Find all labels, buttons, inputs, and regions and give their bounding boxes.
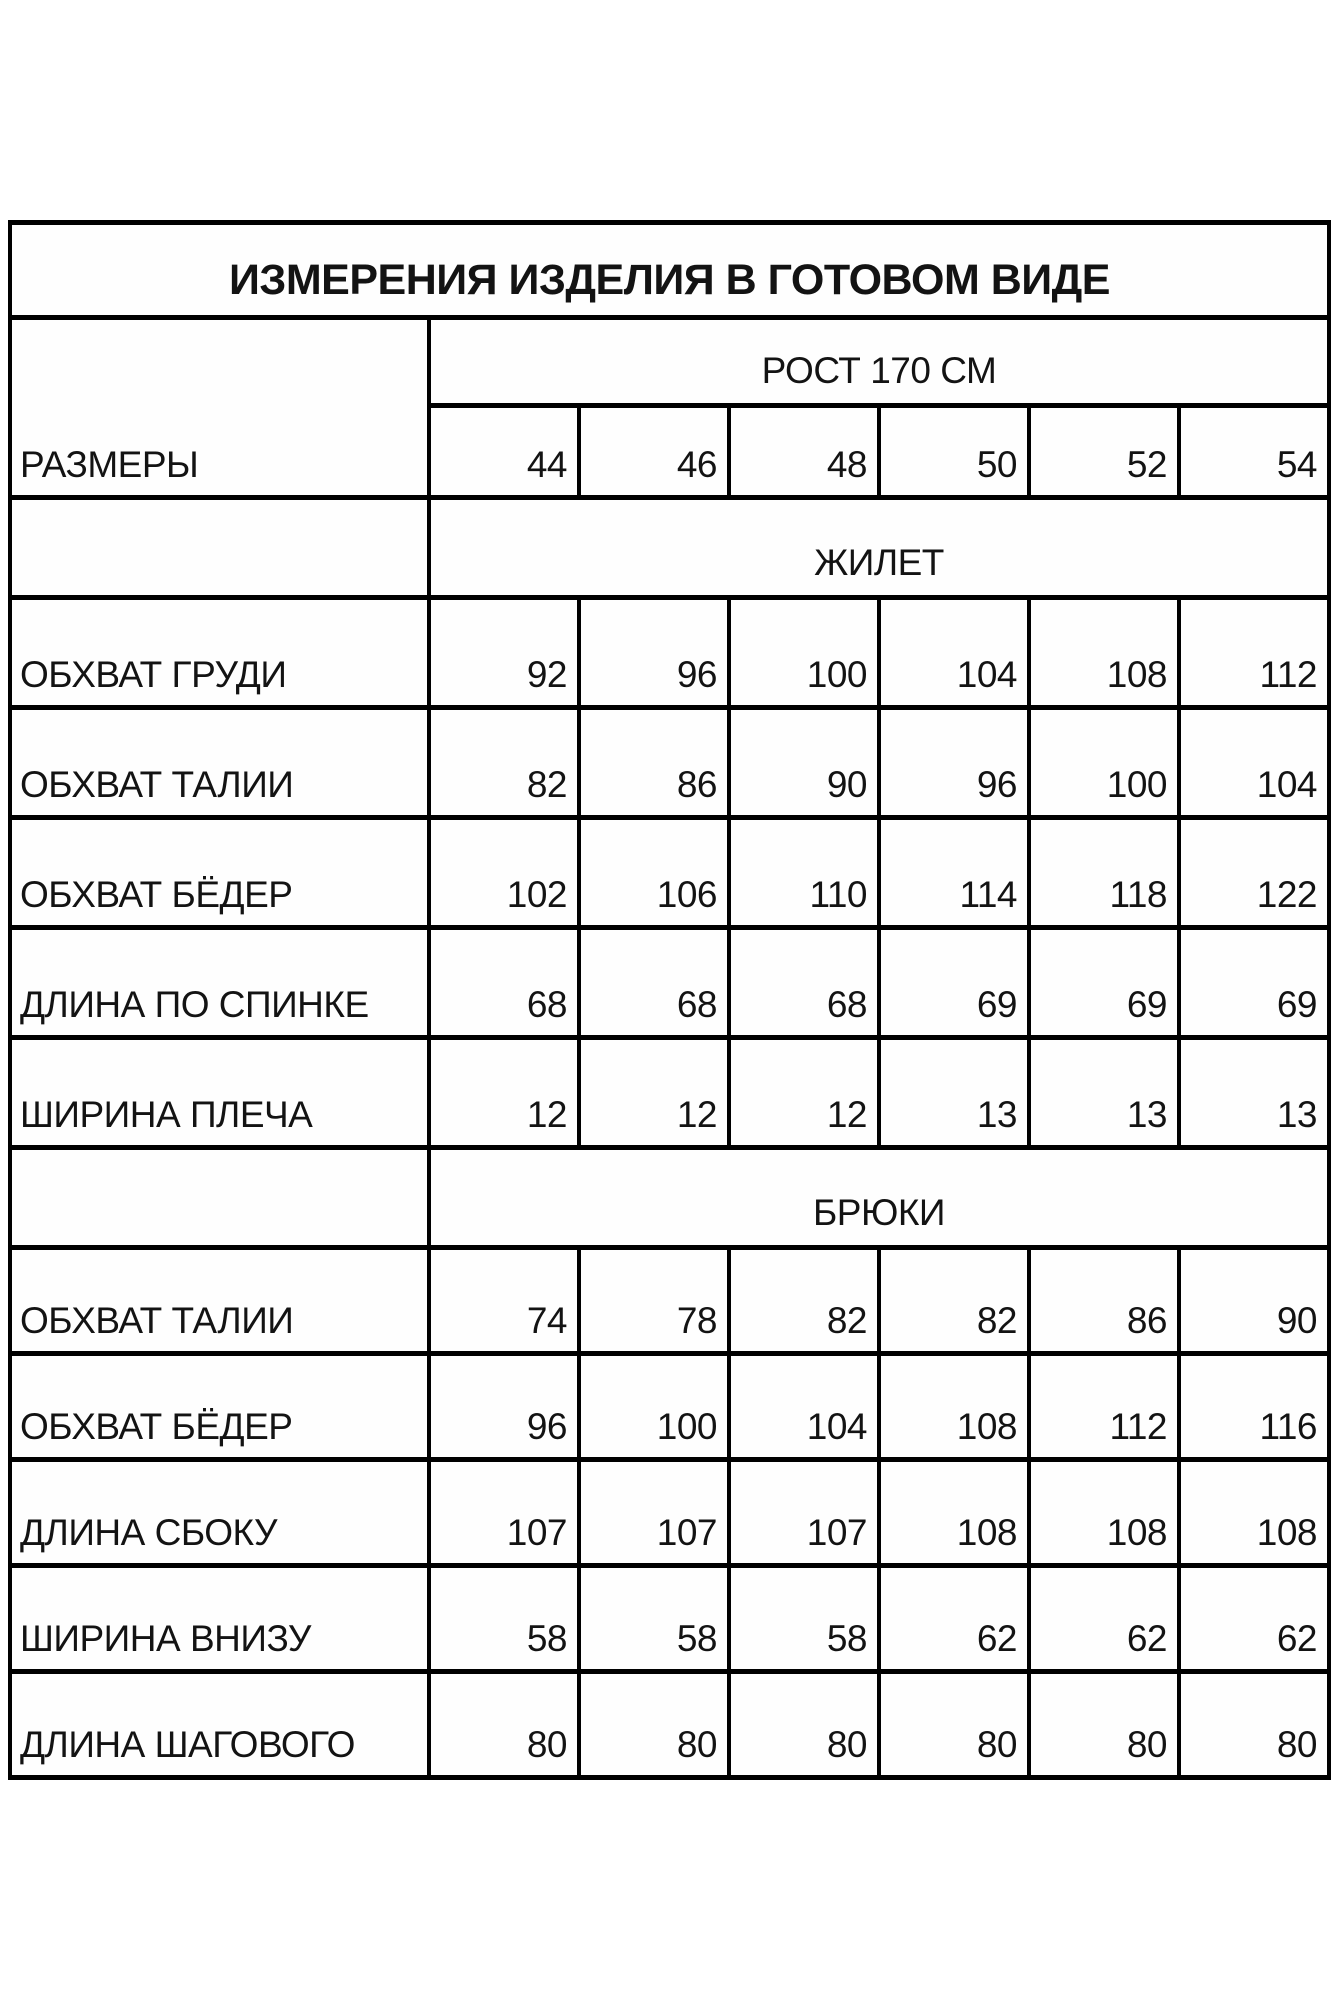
table-row [10, 1672, 1329, 1778]
value-cell: 107 [729, 1460, 879, 1566]
value-cell: 82 [879, 1248, 1029, 1354]
table-row [10, 1354, 1329, 1460]
value-cell: 69 [1029, 928, 1179, 1038]
value-cell: 13 [1029, 1038, 1179, 1148]
value-cell: 92 [429, 598, 579, 708]
section-spacer-cell [10, 498, 429, 598]
value-cell: 13 [1179, 1038, 1329, 1148]
table-row [10, 1148, 1329, 1248]
size-cell: 48 [729, 406, 879, 498]
value-cell: 78 [579, 1248, 729, 1354]
value-cell: 69 [1179, 928, 1329, 1038]
value-cell: 108 [1179, 1460, 1329, 1566]
row-label: ДЛИНА ПО СПИНКЕ [10, 928, 429, 1038]
table-row [10, 1248, 1329, 1354]
measurements-table [8, 220, 1331, 1780]
row-label: ОБХВАТ ТАЛИИ [10, 1248, 429, 1354]
value-cell: 86 [579, 708, 729, 818]
row-label: ШИРИНА ВНИЗУ [10, 1566, 429, 1672]
value-cell: 114 [879, 818, 1029, 928]
value-cell: 80 [729, 1672, 879, 1778]
section-spacer-cell [10, 1148, 429, 1248]
value-cell: 104 [879, 598, 1029, 708]
value-cell: 104 [729, 1354, 879, 1460]
value-cell: 107 [429, 1460, 579, 1566]
size-cell: 46 [579, 406, 729, 498]
value-cell: 90 [1179, 1248, 1329, 1354]
table-row [10, 1566, 1329, 1672]
table-title: ИЗМЕРЕНИЯ ИЗДЕЛИЯ В ГОТОВОМ ВИДЕ [10, 223, 1329, 318]
value-cell: 68 [579, 928, 729, 1038]
value-cell: 104 [1179, 708, 1329, 818]
table-row [10, 318, 1329, 406]
size-cell: 54 [1179, 406, 1329, 498]
value-cell: 96 [879, 708, 1029, 818]
value-cell: 12 [729, 1038, 879, 1148]
table-row [10, 818, 1329, 928]
size-cell: 50 [879, 406, 1029, 498]
value-cell: 58 [579, 1566, 729, 1672]
table-row [10, 928, 1329, 1038]
section-header-vest: ЖИЛЕТ [429, 498, 1329, 598]
value-cell: 122 [1179, 818, 1329, 928]
value-cell: 102 [429, 818, 579, 928]
value-cell: 112 [1029, 1354, 1179, 1460]
height-header: РОСТ 170 СМ [429, 318, 1329, 406]
value-cell: 68 [429, 928, 579, 1038]
value-cell: 108 [1029, 598, 1179, 708]
sizes-row-label: РАЗМЕРЫ [10, 318, 429, 498]
row-label: ОБХВАТ ГРУДИ [10, 598, 429, 708]
value-cell: 108 [879, 1354, 1029, 1460]
value-cell: 74 [429, 1248, 579, 1354]
value-cell: 90 [729, 708, 879, 818]
value-cell: 62 [1029, 1566, 1179, 1672]
value-cell: 107 [579, 1460, 729, 1566]
row-label: ШИРИНА ПЛЕЧА [10, 1038, 429, 1148]
row-label: ОБХВАТ БЁДЕР [10, 818, 429, 928]
value-cell: 82 [429, 708, 579, 818]
measurement-sheet [8, 220, 1331, 1780]
value-cell: 62 [879, 1566, 1029, 1672]
value-cell: 100 [729, 598, 879, 708]
value-cell: 96 [579, 598, 729, 708]
value-cell: 80 [429, 1672, 579, 1778]
value-cell: 58 [429, 1566, 579, 1672]
value-cell: 12 [579, 1038, 729, 1148]
value-cell: 80 [1029, 1672, 1179, 1778]
table-row [10, 1038, 1329, 1148]
size-cell: 44 [429, 406, 579, 498]
value-cell: 108 [879, 1460, 1029, 1566]
value-cell: 62 [1179, 1566, 1329, 1672]
value-cell: 96 [429, 1354, 579, 1460]
value-cell: 108 [1029, 1460, 1179, 1566]
value-cell: 106 [579, 818, 729, 928]
table-row [10, 708, 1329, 818]
value-cell: 80 [879, 1672, 1029, 1778]
value-cell: 80 [579, 1672, 729, 1778]
value-cell: 118 [1029, 818, 1179, 928]
value-cell: 80 [1179, 1672, 1329, 1778]
table-row [10, 1460, 1329, 1566]
size-cell: 52 [1029, 406, 1179, 498]
value-cell: 116 [1179, 1354, 1329, 1460]
value-cell: 58 [729, 1566, 879, 1672]
value-cell: 112 [1179, 598, 1329, 708]
value-cell: 110 [729, 818, 879, 928]
table-row [10, 498, 1329, 598]
table-row [10, 598, 1329, 708]
row-label: ОБХВАТ ТАЛИИ [10, 708, 429, 818]
table-row [10, 223, 1329, 318]
value-cell: 82 [729, 1248, 879, 1354]
row-label: ОБХВАТ БЁДЕР [10, 1354, 429, 1460]
value-cell: 13 [879, 1038, 1029, 1148]
section-header-trousers: БРЮКИ [429, 1148, 1329, 1248]
value-cell: 69 [879, 928, 1029, 1038]
row-label: ДЛИНА ШАГОВОГО [10, 1672, 429, 1778]
value-cell: 12 [429, 1038, 579, 1148]
value-cell: 86 [1029, 1248, 1179, 1354]
row-label: ДЛИНА СБОКУ [10, 1460, 429, 1566]
value-cell: 100 [1029, 708, 1179, 818]
value-cell: 68 [729, 928, 879, 1038]
value-cell: 100 [579, 1354, 729, 1460]
